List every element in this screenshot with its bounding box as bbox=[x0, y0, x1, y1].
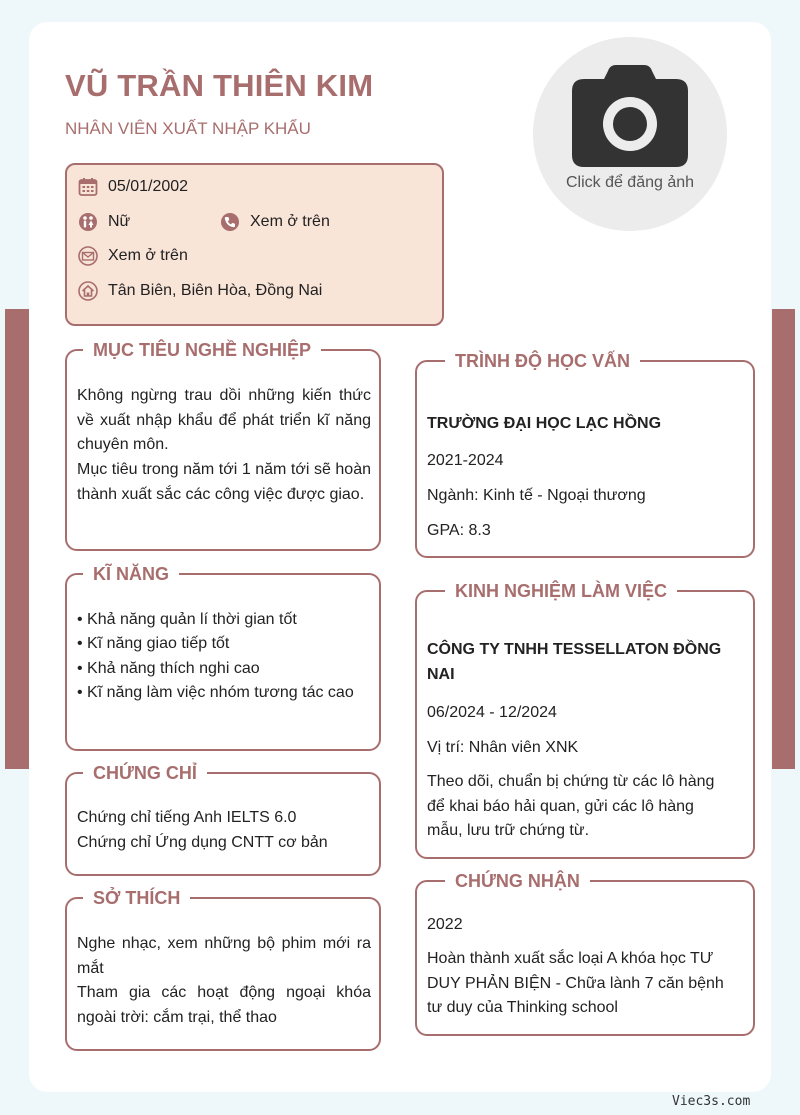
gender-value: Nữ bbox=[108, 213, 131, 230]
objective-line: Mục tiêu trong năm tới 1 năm tới sẽ hoàn thành xuất sắc các công việc được giao. bbox=[77, 461, 371, 503]
phone-icon bbox=[220, 212, 240, 232]
objective-line: Không ngừng trau dồi những kiến thức về xuất nhập khẩu để phát triển kĩ năng chuyên môn. bbox=[77, 387, 371, 453]
experience-section bbox=[415, 581, 755, 859]
education-period: 2021-2024 bbox=[427, 452, 504, 469]
certificate-item: Chứng chỉ Ứng dụng CNTT cơ bản bbox=[77, 834, 328, 851]
company-name: CÔNG TY TNHH TESSELLATON ĐỒNG NAI bbox=[427, 641, 722, 683]
experience-description: Theo dõi, chuẩn bị chứng từ các lô hàng để khai báo hải quan, gửi các lô hàng mẫu, lưu trữ chứng từ. bbox=[427, 773, 715, 839]
hobbies-title: SỞ THÍCH bbox=[83, 885, 190, 911]
photo-upload[interactable] bbox=[533, 37, 727, 231]
left-accent-bar bbox=[5, 309, 31, 769]
skills-section bbox=[65, 564, 381, 751]
certificate-item: Chứng chỉ tiếng Anh IELTS 6.0 bbox=[77, 809, 297, 826]
education-major: Ngành: Kinh tế - Ngoại thương bbox=[427, 487, 646, 504]
skill-item: • Kĩ năng giao tiếp tốt bbox=[77, 635, 230, 652]
email-row bbox=[78, 246, 188, 266]
watermark: Viec3s.com bbox=[672, 1094, 751, 1109]
gender-row bbox=[78, 212, 130, 232]
experience-period: 06/2024 - 12/2024 bbox=[427, 704, 557, 721]
skill-item: • Khả năng thích nghi cao bbox=[77, 660, 260, 677]
phone-value: Xem ở trên bbox=[250, 213, 330, 230]
education-section bbox=[415, 351, 755, 558]
skill-item: • Khả năng quản lí thời gian tốt bbox=[77, 611, 297, 628]
camera-icon bbox=[572, 65, 688, 167]
birthday-row bbox=[78, 177, 188, 197]
certificates-section bbox=[65, 763, 381, 876]
job-title: NHÂN VIÊN XUẤT NHẬP KHẨU bbox=[65, 119, 311, 138]
address-value: Tân Biên, Biên Hòa, Đồng Nai bbox=[108, 282, 323, 299]
experience-position: Vị trí: Nhân viên XNK bbox=[427, 739, 579, 756]
email-value: Xem ở trên bbox=[108, 247, 188, 264]
contact-info-box bbox=[65, 163, 444, 326]
objective-title: MỤC TIÊU NGHỀ NGHIỆP bbox=[83, 337, 321, 363]
award-year: 2022 bbox=[427, 916, 463, 933]
gender-icon bbox=[78, 212, 98, 232]
awards-title: CHỨNG NHẬN bbox=[445, 868, 590, 894]
award-description: Hoàn thành xuất sắc loại A khóa học TƯ DUY PHẢN BIỆN - Chữa lành 7 căn bệnh tư duy của Thinking school bbox=[427, 950, 724, 1016]
certificates-title: CHỨNG CHỈ bbox=[83, 760, 207, 786]
hobbies-section bbox=[65, 888, 381, 1051]
right-accent-bar bbox=[772, 309, 795, 769]
hobby-line: Tham gia các hoạt động ngoại khóa ngoài trời: cắm trại, thể thao bbox=[77, 984, 371, 1026]
education-gpa: GPA: 8.3 bbox=[427, 522, 491, 539]
candidate-name: VŨ TRẦN THIÊN KIM bbox=[65, 68, 374, 103]
school-name: TRƯỜNG ĐẠI HỌC LẠC HỒNG bbox=[427, 415, 662, 432]
photo-caption: Click để đăng ảnh bbox=[565, 174, 695, 191]
awards-section bbox=[415, 871, 755, 1036]
phone-row bbox=[220, 212, 330, 232]
objective-section bbox=[65, 340, 381, 551]
experience-title: KINH NGHIỆM LÀM VIỆC bbox=[445, 578, 677, 604]
hobby-line: Nghe nhạc, xem những bộ phim mới ra mắt bbox=[77, 935, 371, 977]
envelope-icon bbox=[78, 246, 98, 266]
education-title: TRÌNH ĐỘ HỌC VẤN bbox=[445, 348, 640, 374]
birthday-value: 05/01/2002 bbox=[108, 178, 189, 195]
skill-item: • Kĩ năng làm việc nhóm tương tác cao bbox=[77, 684, 354, 701]
address-row bbox=[78, 281, 322, 301]
skills-title: KĨ NĂNG bbox=[83, 561, 179, 587]
home-icon bbox=[78, 281, 98, 301]
calendar-icon bbox=[78, 177, 98, 197]
